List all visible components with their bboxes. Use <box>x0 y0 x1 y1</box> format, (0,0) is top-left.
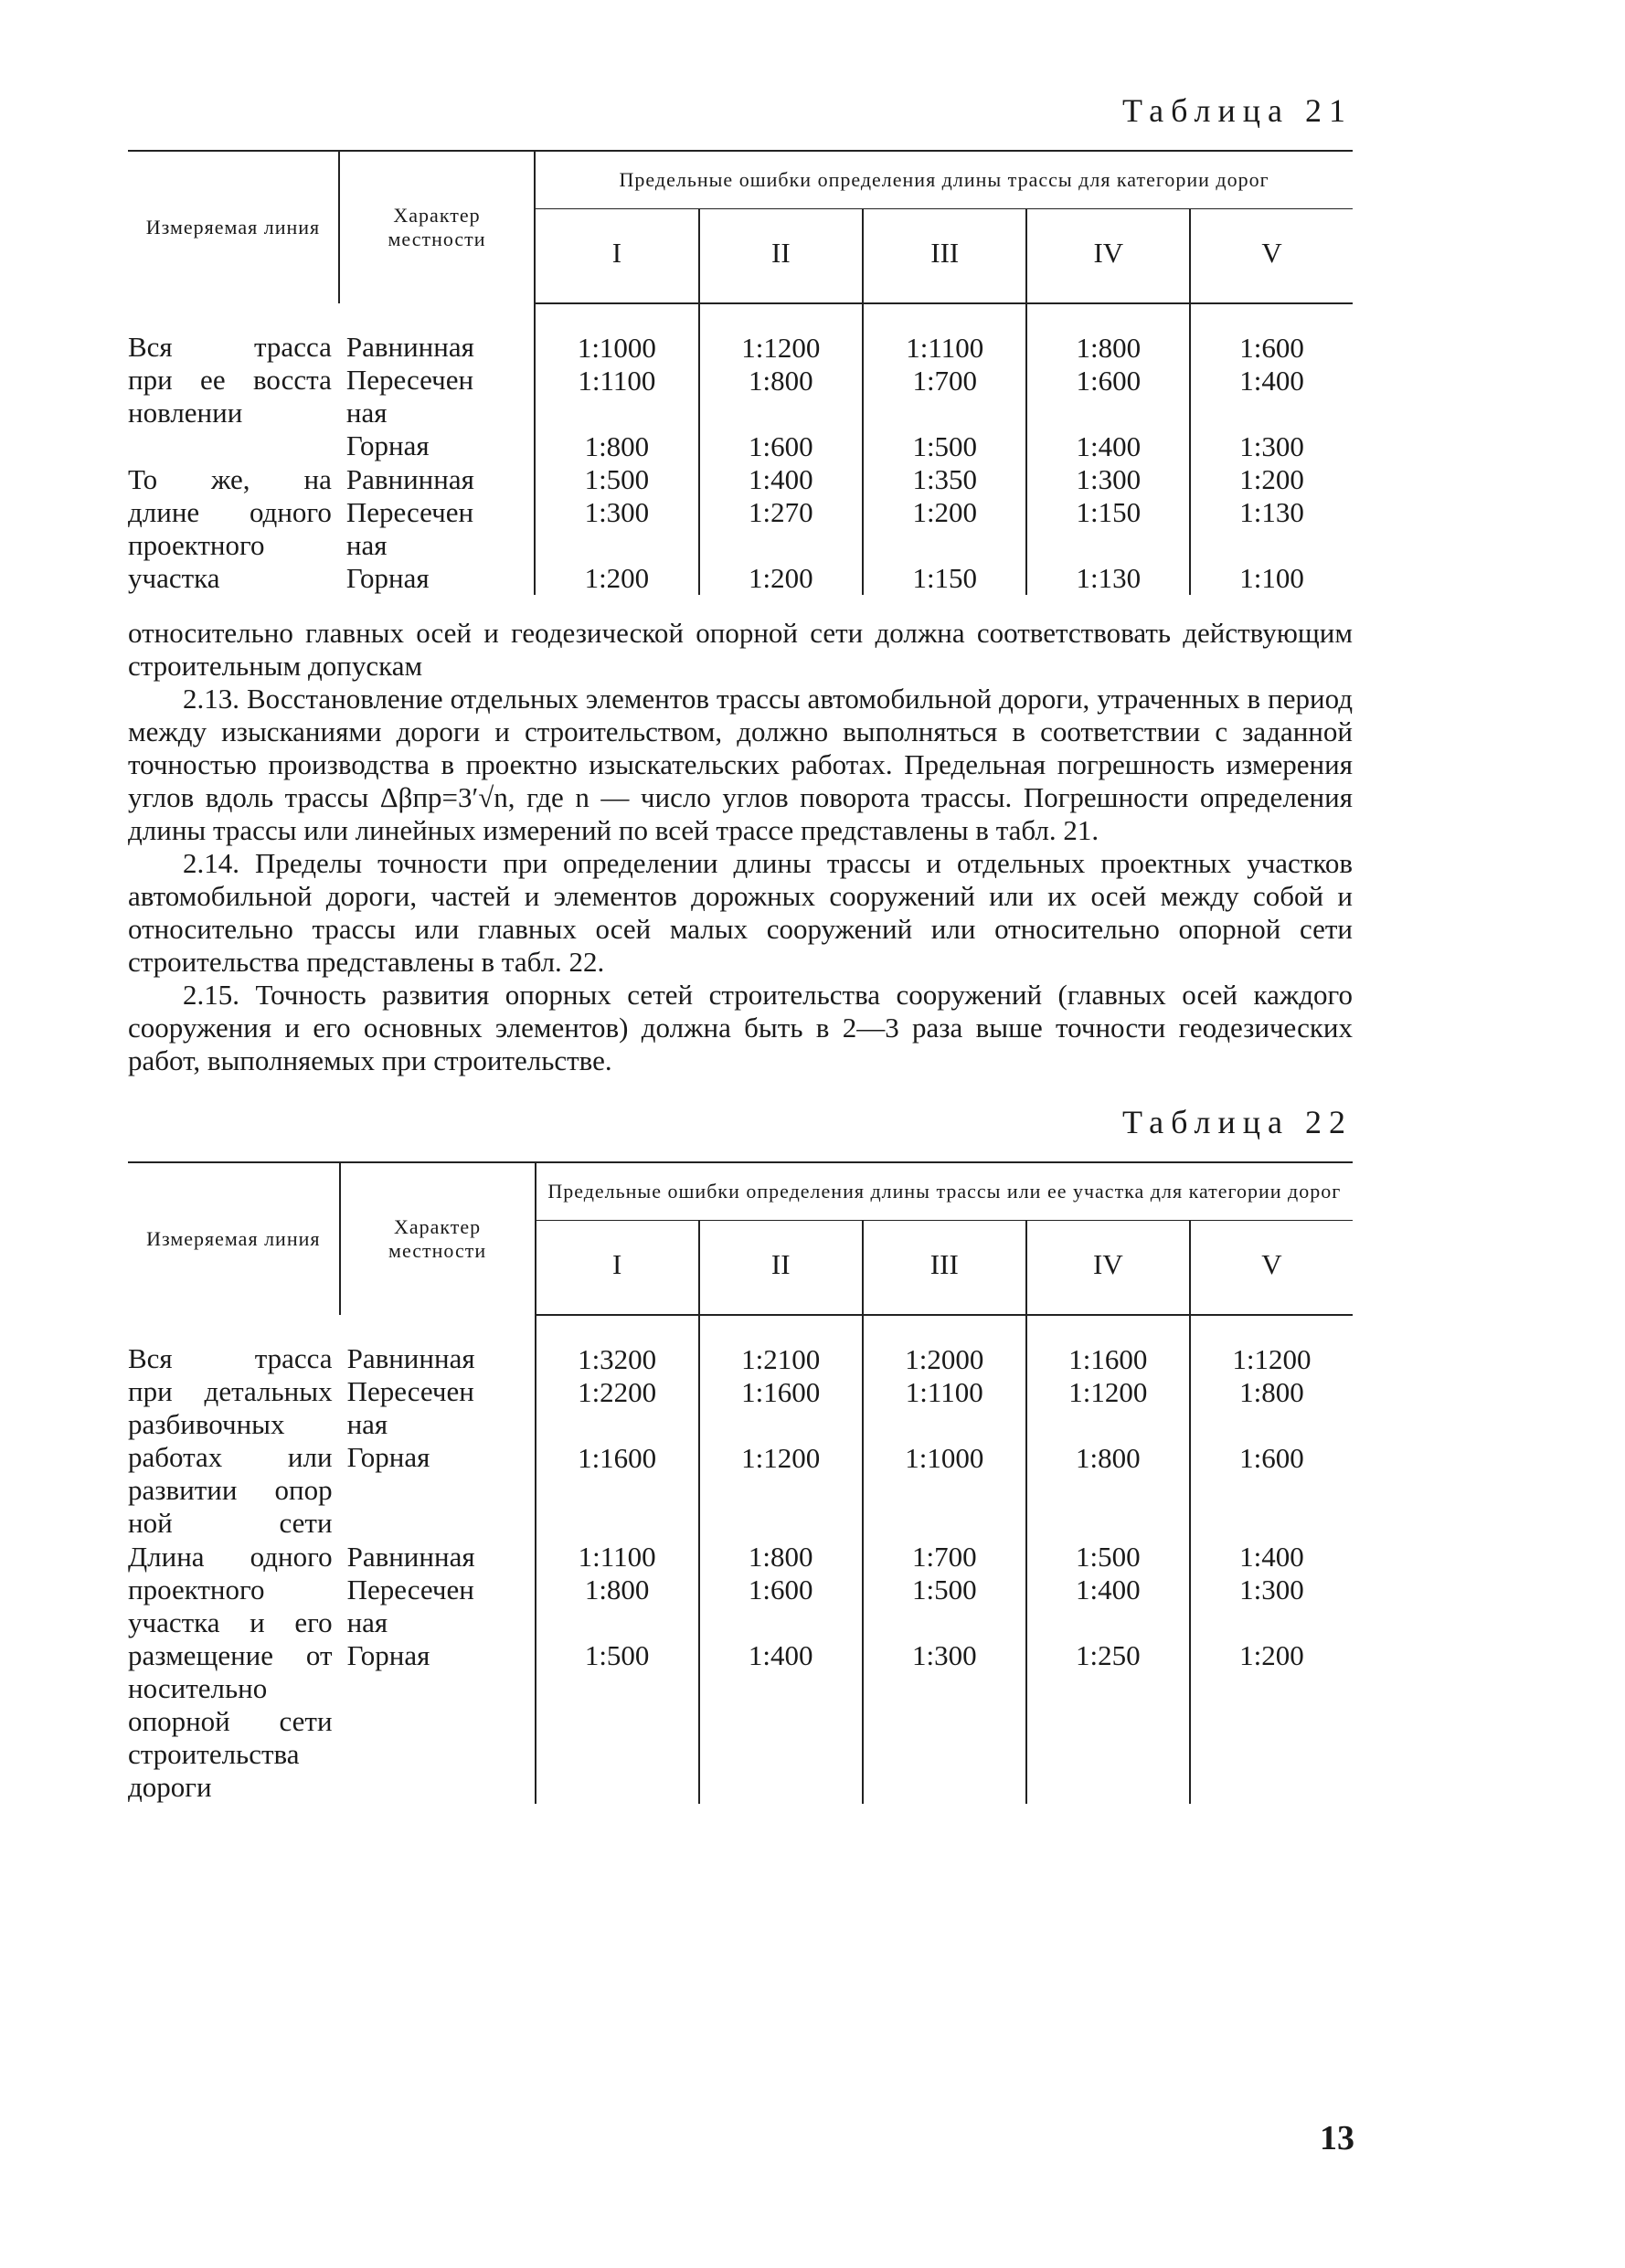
cell-value <box>707 1475 855 1508</box>
cell-value: 1:200 <box>1239 1639 1304 1671</box>
cell-value: 1:1100 <box>906 332 984 364</box>
cell-value: 1:800 <box>584 1574 650 1606</box>
cell-text: участка и его <box>128 1606 333 1638</box>
value-cell-cat-4 <box>1026 1315 1190 1541</box>
col-header-cat-4: IV <box>1026 1221 1190 1316</box>
cell-value: 1:1600 <box>1068 1343 1148 1375</box>
cell-value <box>871 1606 1018 1639</box>
cell-value <box>871 529 1018 562</box>
value-cell-cat-3 <box>863 1541 1026 1804</box>
table-22 <box>128 1161 1353 1804</box>
value-cell-cat-2 <box>699 303 863 463</box>
table-22-body <box>128 1315 1353 1804</box>
cell-text: размещение от <box>128 1639 333 1671</box>
paragraph-continuation: относительно главных осей и геодезической опорной сети должна соответствовать действующим строительным допускам <box>128 617 1353 682</box>
cell-value: 1:500 <box>584 1639 650 1671</box>
col-header-line: Измеряемая линия <box>128 1162 340 1315</box>
cell-text: Равнинная <box>345 463 474 495</box>
cell-value <box>544 1771 691 1804</box>
cell-text: Горная <box>345 562 430 594</box>
table-21-caption: Таблица 21 <box>1122 92 1353 129</box>
cell-value: 1:500 <box>1076 1541 1141 1573</box>
cell-value <box>1035 1771 1182 1804</box>
value-cell-cat-3 <box>863 303 1026 463</box>
cell-value: 1:500 <box>911 1574 977 1606</box>
cell-value: 1:3200 <box>578 1343 657 1375</box>
cell-value <box>871 1475 1018 1508</box>
cell-value: 1:300 <box>584 496 650 528</box>
cell-value <box>707 1738 855 1771</box>
cell-value: 1:600 <box>1239 1442 1304 1474</box>
col-header-cat-3: III <box>863 1221 1026 1316</box>
cell-value: 1:130 <box>1239 496 1304 528</box>
cell-value: 1:400 <box>748 1639 813 1671</box>
cell-value <box>1035 529 1182 562</box>
col-header-cat-5: V <box>1190 1221 1353 1316</box>
cell-value <box>543 529 690 562</box>
cell-text: Длина одного <box>128 1541 333 1573</box>
cell-text: Горная <box>346 1639 430 1671</box>
cell-text <box>347 1738 527 1771</box>
body-text <box>128 617 1353 1077</box>
col-header-terrain: Характер местности <box>339 151 535 303</box>
cell-value <box>544 1672 691 1705</box>
cell-value: 1:600 <box>749 430 813 462</box>
cell-value: 1:2000 <box>905 1343 984 1375</box>
cell-text: ная <box>345 529 388 561</box>
cell-text: То же, на <box>128 463 332 495</box>
terrain-cell <box>339 463 535 595</box>
cell-value: 1:300 <box>1239 1574 1304 1606</box>
cell-value: 1:400 <box>749 463 813 495</box>
cell-value <box>707 1508 855 1541</box>
table-21 <box>128 150 1353 595</box>
cell-value <box>1198 1409 1345 1442</box>
cell-value: 1:1100 <box>578 365 656 397</box>
cell-value <box>871 397 1018 430</box>
cell-value: 1:1000 <box>577 332 656 364</box>
document-page <box>128 91 1353 1804</box>
cell-value <box>871 1672 1018 1705</box>
cell-value <box>707 1606 855 1639</box>
cell-value: 1:130 <box>1076 562 1142 594</box>
terrain-cell <box>340 1541 536 1804</box>
cell-value: 1:800 <box>584 430 650 462</box>
value-cell-cat-5 <box>1190 1315 1353 1541</box>
col-header-cat-3: III <box>863 209 1026 304</box>
value-cell-cat-1 <box>536 1315 699 1541</box>
cell-value <box>544 1705 691 1738</box>
cell-text: Равнинная <box>345 331 474 363</box>
cell-value <box>544 1475 691 1508</box>
cell-value <box>707 1409 855 1442</box>
terrain-cell <box>340 1315 536 1541</box>
cell-text: при ее восста <box>128 364 332 396</box>
value-cell-cat-1 <box>535 463 698 595</box>
cell-value <box>1035 1606 1182 1639</box>
col-header-terrain: Характер местности <box>340 1162 536 1315</box>
cell-text: ная <box>346 1408 388 1440</box>
cell-text: строительства <box>128 1738 300 1770</box>
cell-value <box>1198 1705 1345 1738</box>
cell-value <box>1035 1705 1182 1738</box>
cell-value <box>707 1705 855 1738</box>
value-cell-cat-2 <box>699 1541 863 1804</box>
cell-text <box>347 1507 527 1540</box>
cell-value: 1:2100 <box>741 1343 821 1375</box>
cell-value: 1:300 <box>1239 430 1304 462</box>
cell-text: ная <box>346 1606 388 1638</box>
cell-value <box>1198 1606 1345 1639</box>
cell-value <box>707 397 855 430</box>
cell-value <box>544 1409 691 1442</box>
cell-value: 1:250 <box>1076 1639 1141 1671</box>
table-row <box>128 303 1353 463</box>
cell-text: работах или <box>128 1441 333 1473</box>
paragraph-2-14: 2.14. Пределы точности при определении длины трассы и отдельных проектных участков автомобильной дороги, частей и элементов дорожных сооружений или их осей между собой и относительно трассы или главных осей малых сооружений или относительно опорной сети строительства представлены в табл. 22. <box>128 847 1353 978</box>
col-header-cat-1: I <box>536 1221 699 1316</box>
cell-text: ная <box>345 397 388 429</box>
cell-value <box>544 1738 691 1771</box>
cell-value: 1:200 <box>749 562 813 594</box>
measured-line-cell <box>128 1315 340 1541</box>
paragraph-2-15: 2.15. Точность развития опорных сетей строительства сооружений (главных осей каждого сооружения и его основных элементов) должна быть в 2—3 раза выше точности геодезических работ, выполняемых при строительстве. <box>128 979 1353 1076</box>
table-21-body <box>128 303 1353 595</box>
cell-value: 1:100 <box>1239 562 1304 594</box>
cell-value: 1:1000 <box>905 1442 984 1474</box>
col-header-cat-1: I <box>535 209 698 304</box>
cell-value <box>1035 397 1182 430</box>
cell-value: 1:200 <box>1239 463 1304 495</box>
cell-value <box>1198 397 1345 430</box>
cell-value <box>1035 1475 1182 1508</box>
cell-value: 1:800 <box>1239 1376 1304 1408</box>
cell-value: 1:300 <box>911 1639 977 1671</box>
cell-value <box>1035 1738 1182 1771</box>
col-header-group: Предельные ошибки определения длины трассы для категории дорог <box>535 151 1353 209</box>
cell-value <box>1198 529 1345 562</box>
page-number: 13 <box>1320 2119 1354 2157</box>
value-cell-cat-4 <box>1026 1541 1190 1804</box>
cell-value <box>707 1771 855 1804</box>
cell-value: 1:1200 <box>1068 1376 1148 1408</box>
col-header-cat-2: II <box>699 209 863 304</box>
cell-text: опорной сети <box>128 1705 333 1737</box>
col-header-line: Измеряемая линия <box>128 151 339 303</box>
cell-text: новлении <box>128 397 243 429</box>
value-cell-cat-5 <box>1190 463 1353 595</box>
cell-value: 1:800 <box>1076 1442 1141 1474</box>
cell-value: 1:600 <box>1239 332 1304 364</box>
cell-value <box>1198 1738 1345 1771</box>
paragraph-2-13: 2.13. Восстановление отдельных элементов трассы автомобильной дороги, утраченных в период между изысканиями дороги и строительством, должно выполняться в соответствии с заданной точностью производства в проектно изыскательских работах. Предельная погрешность измерения углов вдоль трассы Δβпр=3′√n, где n — число углов поворота трассы. Погрешности определения длины трассы или линейных измерений по всей трассе представлены в табл. 21. <box>128 683 1353 846</box>
cell-value <box>871 1738 1018 1771</box>
cell-text <box>347 1771 527 1804</box>
cell-value <box>871 1508 1018 1541</box>
cell-value: 1:200 <box>584 562 650 594</box>
cell-text: при детальных <box>128 1375 333 1407</box>
value-cell-cat-4 <box>1026 463 1190 595</box>
cell-value: 1:800 <box>749 365 813 397</box>
value-cell-cat-2 <box>699 1315 863 1541</box>
cell-value: 1:400 <box>1076 430 1142 462</box>
value-cell-cat-2 <box>699 463 863 595</box>
cell-value: 1:600 <box>748 1574 813 1606</box>
cell-text <box>347 1672 527 1705</box>
table-row <box>128 1541 1353 1804</box>
table-22-caption: Таблица 22 <box>1122 1104 1353 1140</box>
cell-value: 1:1200 <box>741 332 821 364</box>
cell-value <box>1035 1672 1182 1705</box>
value-cell-cat-5 <box>1190 303 1353 463</box>
cell-text: носительно <box>128 1672 268 1704</box>
cell-value <box>1035 1508 1182 1541</box>
cell-text <box>347 1705 527 1738</box>
cell-value: 1:2200 <box>578 1376 657 1408</box>
cell-value <box>1198 1672 1345 1705</box>
cell-text: Равнинная <box>346 1541 475 1573</box>
cell-value: 1:270 <box>749 496 813 528</box>
cell-text: проектного <box>128 529 265 561</box>
table-row <box>128 463 1353 595</box>
cell-value: 1:800 <box>1076 332 1142 364</box>
cell-value: 1:1200 <box>741 1442 821 1474</box>
cell-value: 1:600 <box>1076 365 1142 397</box>
cell-value <box>871 1705 1018 1738</box>
cell-value: 1:400 <box>1239 365 1304 397</box>
cell-text: Горная <box>345 429 430 461</box>
measured-line-cell <box>128 303 339 463</box>
terrain-cell <box>339 303 535 463</box>
table-row <box>128 1315 1353 1541</box>
value-cell-cat-1 <box>536 1541 699 1804</box>
cell-value: 1:1100 <box>905 1376 983 1408</box>
cell-value <box>707 529 855 562</box>
cell-text: Равнинная <box>346 1342 475 1374</box>
cell-value <box>1035 1409 1182 1442</box>
cell-value: 1:150 <box>1076 496 1142 528</box>
cell-text: Пересечен <box>345 496 474 528</box>
value-cell-cat-3 <box>863 1315 1026 1541</box>
cell-value <box>871 1771 1018 1804</box>
cell-text <box>347 1474 527 1507</box>
cell-text: Пересечен <box>346 1574 474 1606</box>
cell-text: разбивочных <box>128 1408 285 1440</box>
col-header-cat-4: IV <box>1026 209 1190 304</box>
cell-text: проектного <box>128 1574 265 1606</box>
cell-value <box>544 1508 691 1541</box>
cell-value: 1:300 <box>1076 463 1142 495</box>
value-cell-cat-3 <box>863 463 1026 595</box>
measured-line-cell <box>128 1541 340 1804</box>
cell-value: 1:500 <box>584 463 650 495</box>
value-cell-cat-1 <box>535 303 698 463</box>
cell-text: ной сети <box>128 1507 333 1539</box>
cell-value <box>1198 1475 1345 1508</box>
value-cell-cat-4 <box>1026 303 1190 463</box>
cell-value: 1:700 <box>912 365 978 397</box>
cell-text: длине одного <box>128 496 332 528</box>
col-header-cat-2: II <box>699 1221 863 1316</box>
cell-text: Вся трасса <box>128 1342 333 1374</box>
cell-value <box>871 1409 1018 1442</box>
cell-value: 1:1200 <box>1232 1343 1312 1375</box>
cell-value: 1:1100 <box>578 1541 656 1573</box>
cell-text: участка <box>128 562 220 594</box>
cell-value: 1:700 <box>911 1541 977 1573</box>
cell-value: 1:1600 <box>578 1442 657 1474</box>
cell-text: дороги <box>128 1771 212 1803</box>
cell-text: развитии опор <box>128 1474 333 1506</box>
cell-value: 1:500 <box>912 430 978 462</box>
cell-value <box>543 397 690 430</box>
cell-text: Пересечен <box>346 1375 474 1407</box>
cell-value: 1:200 <box>912 496 978 528</box>
cell-value: 1:150 <box>912 562 978 594</box>
cell-value <box>707 1672 855 1705</box>
col-header-cat-5: V <box>1190 209 1353 304</box>
cell-value: 1:400 <box>1239 1541 1304 1573</box>
cell-value: 1:400 <box>1076 1574 1141 1606</box>
col-header-group: Предельные ошибки определения длины трассы или ее участка для категории дорог <box>536 1162 1353 1221</box>
cell-text: Пересечен <box>345 364 474 396</box>
cell-value <box>544 1606 691 1639</box>
measured-line-cell <box>128 463 339 595</box>
cell-value: 1:800 <box>748 1541 813 1573</box>
cell-text <box>128 429 332 462</box>
cell-value: 1:350 <box>912 463 978 495</box>
cell-value: 1:1600 <box>741 1376 821 1408</box>
cell-text: Вся трасса <box>128 331 332 363</box>
cell-text: Горная <box>346 1441 430 1473</box>
cell-value <box>1198 1771 1345 1804</box>
value-cell-cat-5 <box>1190 1541 1353 1804</box>
cell-value <box>1198 1508 1345 1541</box>
